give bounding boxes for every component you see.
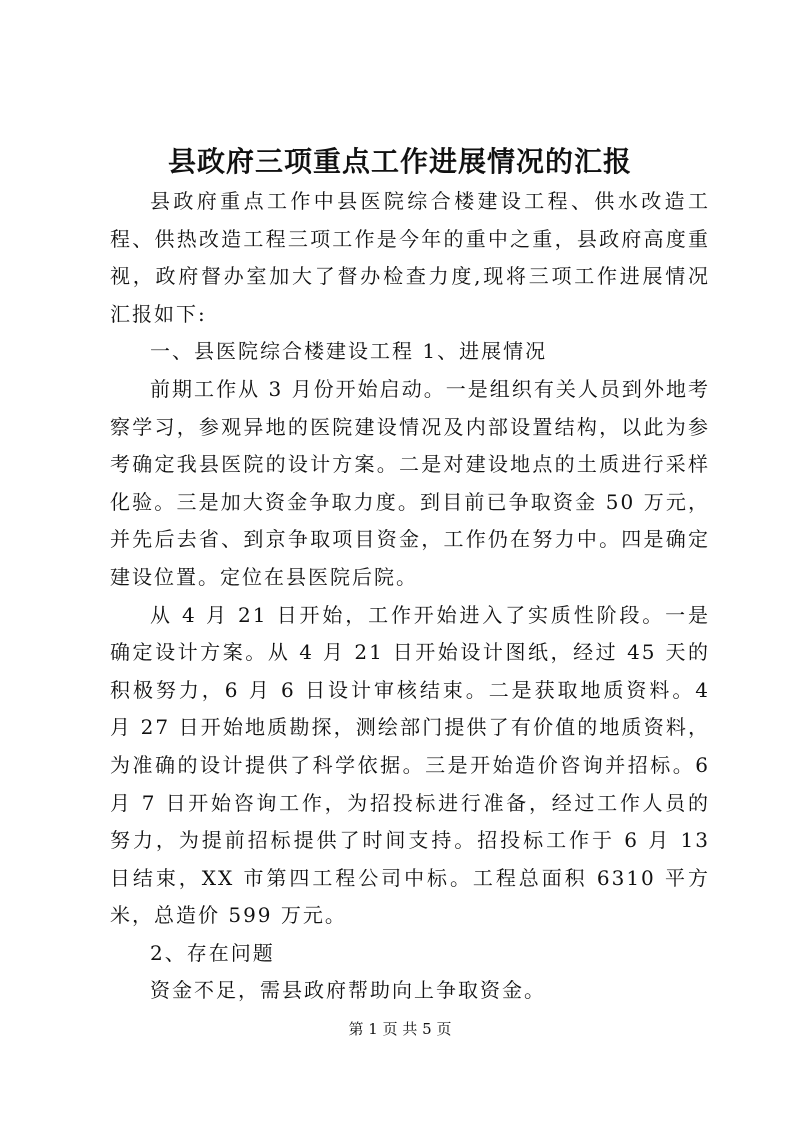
page-number-footer: 第 1 页 共 5 页 [348, 1020, 452, 1038]
section-heading-problems: 2、存在问题 [150, 940, 275, 965]
paragraph-substantive-stage: 从 4 月 21 日开始，工作开始进入了实质性阶段。一是确定设计方案。从 4 月 21 日开始设计图纸，经过 45 天的积极努力，6 月 6 日设计审核结束。二是获取地质资料。4 月 27 日开始地质勘探，测绘部门提供了有价值的地质资料，为准确的设计提供了科学依据。三是开始造价咨询并招标。6 月 7 日开始咨询工作，为招投标进行准备，经过工作人员的努力，为提前招标提供了时间支持。招投标工作于 6 月 13 日结束，XX 市第四工程公司中标。工程总面积 6310 平方米，总造价 599 万元。 [110, 602, 710, 928]
section-heading-hospital: 一、县医院综合楼建设工程 1、进展情况 [150, 339, 548, 364]
document-title: 县政府三项重点工作进展情况的汇报 [167, 145, 632, 178]
paragraph-early-work: 前期工作从 3 月份开始启动。一是组织有关人员到外地考察学习，参观异地的医院建设情况及内部设置结构，以此为参考确定我县医院的设计方案。二是对建设地点的土质进行采样化验。三是加大资金争取力度。到目前已争取资金 50 万元，并先后去省、到京争取项目资金，工作仍在努力中。四是确定建设位置。定位在县医院后院。 [110, 376, 710, 589]
paragraph-problems: 资金不足，需县政府帮助向上争取资金。 [150, 978, 546, 1003]
document-body [110, 183, 710, 1010]
paragraph-intro: 县政府重点工作中县医院综合楼建设工程、供水改造工程、供热改造工程三项工作是今年的重中之重，县政府高度重视，政府督办室加大了督办检查力度,现将三项工作进展情况汇报如下: [110, 189, 710, 326]
